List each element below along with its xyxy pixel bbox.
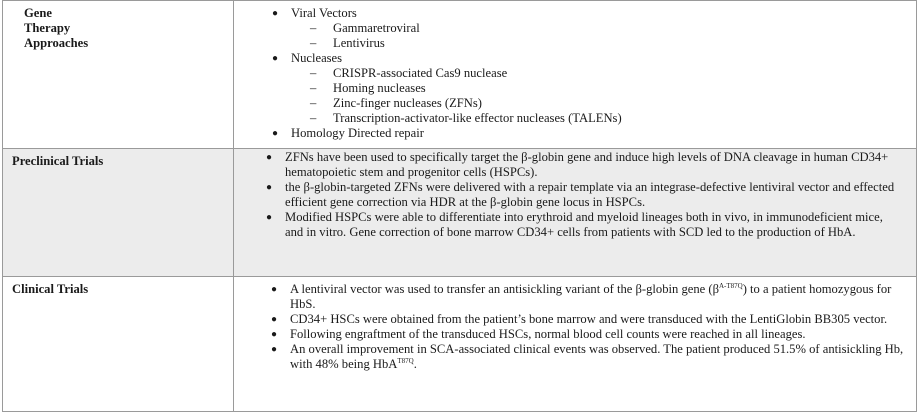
row-label: Preclinical Trials [12,154,104,168]
bullet-icon: ● [266,152,273,163]
row-label-cell [3,277,234,412]
list-item: ● Viral Vectors – Gammaretroviral – Lentivirus [291,6,916,51]
sub-list [310,21,916,51]
table-row [3,149,917,277]
bullet-list [272,6,916,141]
table-row [3,1,917,149]
dash-icon: – [310,36,317,50]
row-label: Clinical Trials [12,282,89,296]
list-item: ● ZFNs have been used to specifically target the β-globin gene and induce high levels of DNA cleavage in human CD34+ hematopoietic stem and progenitor cells (HSPCs). [266,150,889,179]
list-item: ● the β-globin-targeted ZFNs were delivered with a repair template via an integrase-defective lentiviral vector and effected efficient gene correction via HDR at the β-globin gene locus in HSPCs. [266,180,895,209]
bullet-icon: ● [272,53,279,64]
bullet-icon: ● [271,344,278,355]
list-item: ● A lentiviral vector was used to transfer an antisickling variant of the β-globin gene $(\beta^{A-T87Q})$ to a patient homozygous for HbS. [271,281,892,311]
gene-therapy-table [2,0,917,412]
bullet-icon: ● [272,8,279,19]
row-content-cell [234,149,917,277]
bullet-icon: ● [266,182,273,193]
list-item: ● An overall improvement in SCA-associated clinical events was observed. The patient produced 51.5% of antisickling Hb, with 48% being HbA$^{T87Q}$. [271,342,904,371]
table-row [3,277,917,412]
dash-icon: – [310,81,317,95]
list-item: ● Homology Directed repair [272,126,424,140]
row-content-cell [234,277,917,412]
list-item: ● CD34+ HSCs were obtained from the patient’s bone marrow and were transduced with the LentiGlobin BB305 vector. [271,312,888,326]
bullet-icon: ● [266,212,273,223]
sub-list-item: – Lentivirus [310,36,385,50]
sub-list-item: – CRISPR-associated Cas9 nuclease [310,66,508,80]
dash-icon: – [310,96,317,110]
sub-list [310,66,916,126]
sub-list-item: – Transcription-activator-like effector nucleases (TALENs) [310,111,622,125]
sub-list-item: – Homing nucleases [310,81,426,95]
sub-list-item: – Zinc-finger nucleases (ZFNs) [310,96,482,110]
list-item: ● Nucleases – CRISPR-associated Cas9 nuclease – Homing nucleases – Zinc-finger nucleases (ZFNs) – Transcription-activator-like effector nucleases (TALENs) [291,51,916,126]
row-content-cell [234,1,917,149]
bullet-icon: ● [271,314,278,325]
bullet-icon: ● [272,128,279,139]
sub-list-item: – Gammaretroviral [310,21,420,35]
bullet-list [266,150,904,240]
list-item: ● Following engraftment of the transduced HSCs, normal blood cell counts were reached in all lineages. [271,327,806,341]
bullet-list [271,281,904,372]
row-label: Gene Therapy Approaches [24,6,89,50]
dash-icon: – [310,66,317,80]
list-item: ● Modified HSPCs were able to differentiate into erythroid and myeloid lineages both in vivo, in immunodeficient mice, and in vitro. Gene correction of bone marrow CD34+ cells from patients with SCD led to the production of HbA. [266,210,883,239]
row-label-cell [3,149,234,277]
row-label-cell [3,1,234,149]
dash-icon: – [310,21,317,35]
bullet-icon: ● [271,284,278,295]
bullet-icon: ● [271,329,278,340]
dash-icon: – [310,111,317,125]
